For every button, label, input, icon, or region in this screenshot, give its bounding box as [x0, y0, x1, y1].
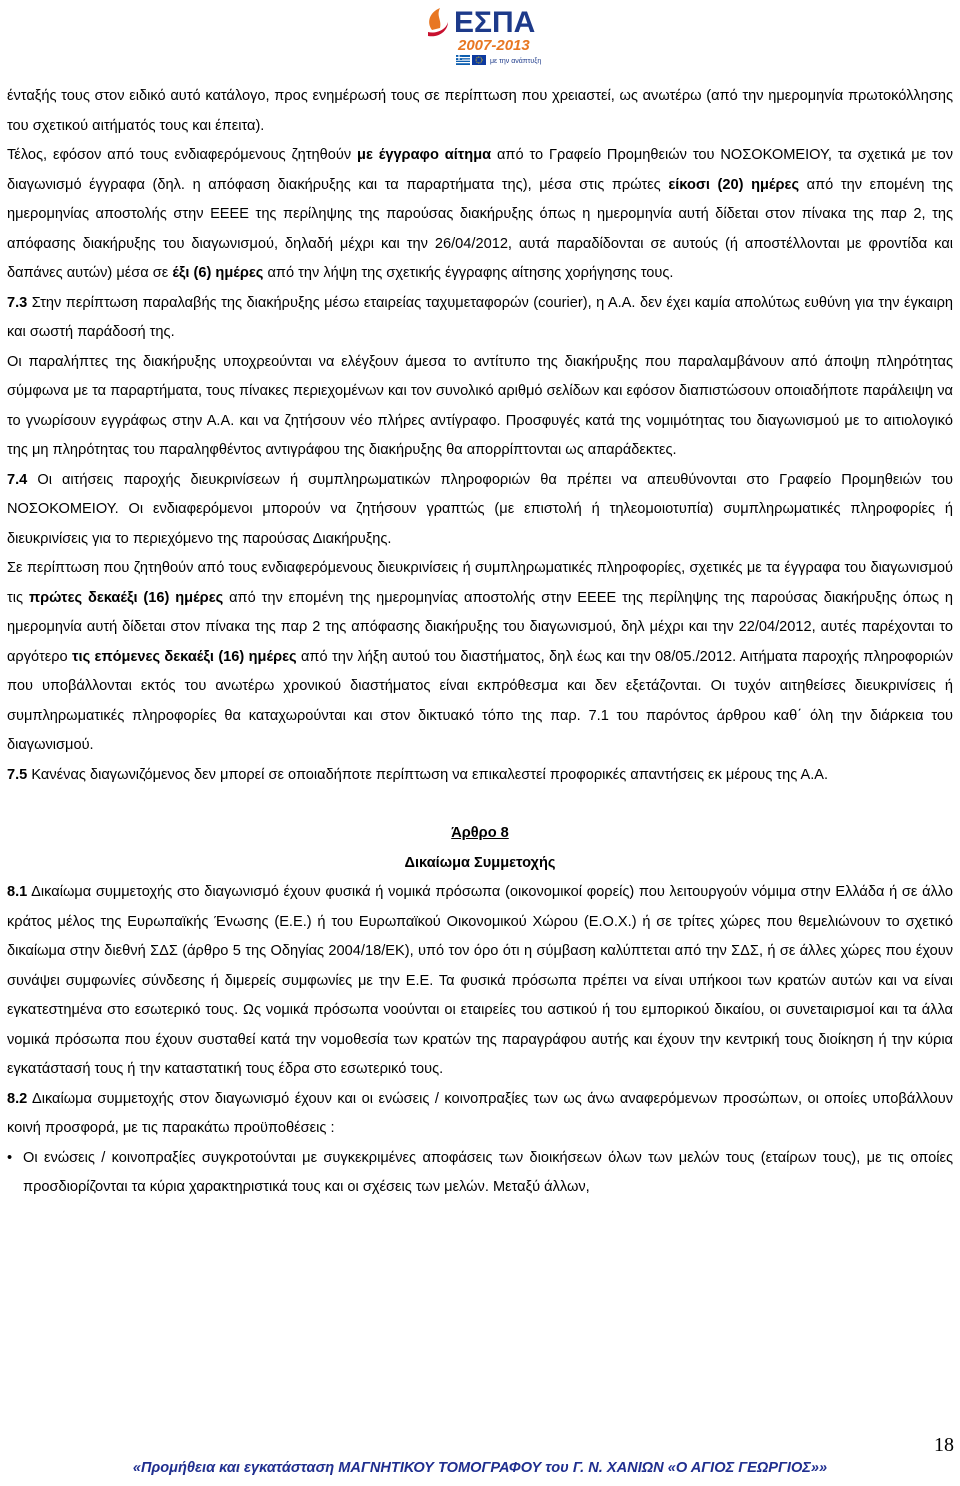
paragraph: ένταξής τους στον ειδικό αυτό κατάλογο, προς ενημέρωσή τους σε περίπτωση που χρειαστεί, ως ανωτέρω (από την ημερομηνία πρωτοκόλλησης του σχετικού αιτήματός τους και έπειτα). [7, 88, 953, 134]
section-8-1: 8.1 Δικαίωμα συμμετοχής στο διαγωνισμό έχουν φυσικά ή νομικά πρόσωπα (οικονομικοί φορείς) που λειτουργούν νόμιμα στην Ελλάδα ή σε άλλο κράτος μέλος της Ευρωπαϊκής Ένωσης (Ε.Ε.) ή του Ευρωπαϊκού Οικονομικού Χώρου (Ε.Ο.Χ.) ή σε τρίτες χώρες που θεμελιώνουν το σχετικό δικαίωμα στην διεθνή ΣΔΣ (άρθρο 5 της Οδηγίας 2004/18/ΕΚ), υπό τον όρο ότι η σύμβαση καλύπτεται από την ΣΔΣ, ή σε άλλες χώρες που έχουν συνάψει συμφωνίες σύνδεσης ή διμερείς συμφωνίες με την Ε.Ε. Τα φυσικά πρόσωπα πρέπει να είναι υπήκοοι των κρατών αυτών και να είναι εγκατεστημένα στο εσωτερικό τους. Ως νομικά πρόσωπα νοούνται οι εταιρείες του αστικού ή του εμπορικού δικαίου, οι συνεταιρισμοί και τα άλλα νομικά πρόσωπα που έχουν συσταθεί κατά την νομοθεσία των κρατών της παραγράφου αυτής και έχουν την κεντρική τους διοίκηση ή την κύρια εγκατάστασή τους ή την καταστατική τους έδρα στο εσωτερικό τους. [7, 884, 953, 1077]
section-7-4: 7.4 Οι αιτήσεις παροχής διευκρινίσεων ή συμπληρωματικών πληροφοριών θα πρέπει να απευθύνονται στο Γραφείο Προμηθειών του ΝΟΣΟΚΟΜΕΙΟΥ. Οι ενδιαφερόμενοι μπορούν να ζητήσουν γραπτώς (με επιστολή ή τηλεομοιοτυπία) συμπληρωματικές πληροφορίες ή διευκρινίσεις για το περιεχόμενο της παρούσας Διακήρυξης. [7, 471, 953, 547]
bullet-icon: • [7, 1149, 13, 1166]
list-item: • Οι ενώσεις / κοινοπραξίες συγκροτούνται με συγκεκριμένες αποφάσεις των διοικήσεων όλων των μελών τους (εταίρων τους), με τις οποίες προσδιορίζονται τα κύρια χαρακτηριστικά τους και οι σχέσεις των μελών. Μεταξύ άλλων, [7, 1144, 953, 1203]
paragraph: Σε περίπτωση που ζητηθούν από τους ενδιαφερόμενους διευκρινίσεις ή συμπληρωματικές πληροφορίες, σχετικές με τα έγγραφα του διαγωνισμού τις πρώτες δεκαέξι (16) ημέρες από την επομένη της ημερομηνίας αποστολής στην ΕΕΕΕ της περίληψης της παρούσας διακήρυξης όπως η ημερομηνία αυτή δίδεται στον πίνακα της παρ 2 της απόφασης διακήρυξης του διαγωνισμού, δηλ μέχρι και την 22/04/2012, αυτές παρέχονται το αργότερο τις επόμενες δεκαέξι (16) ημέρες από την λήξη αυτού του διαστήματος, δηλ έως και την 08/05./2012. Αιτήματα παροχής πληροφοριών που υποβάλλονται εκτός του ανωτέρω χρονικού διαστήματος είναι εκπρόθεσμα και δεν εξετάζονται. Οι τυχόν αιτηθείσες διευκρινίσεις ή συμπληρωματικές πληροφορίες θα καταχωρούνται και στον δικτυακό τόπο της παρ. 7.1 του παρόντος άρθρου καθ΄ όλη την διάρκεια του διαγωνισμού. [7, 560, 953, 753]
article-subtitle: Δικαίωμα Συμμετοχής [404, 854, 556, 871]
espa-wordmark: ΕΣΠΑ [454, 6, 536, 39]
section-7-3: 7.3 Στην περίπτωση παραλαβής της διακήρυξης μέσω εταιρείας ταχυμεταφορών (courier), η Α.Α. δεν έχει καμία απολύτως ευθύνη για την έγκαιρη και σωστή παράδοσή της. [7, 294, 953, 340]
article-title: Άρθρο 8 [451, 825, 509, 841]
espa-flame-icon [429, 8, 440, 30]
paragraph: Οι παραλήπτες της διακήρυξης υποχρεούνται να ελέγξουν άμεσα το αντίτυπο της διακήρυξης που παραλαμβάνουν από άποψη πληρότητας σύμφωνα με τα παραρτήματα, τους πίνακες περιεχομένων και τον συνολικό αριθμό σελίδων και εφόσον διαπιστώσουν οποιαδήποτε παράλειψη να το γνωρίσουν εγγράφως στην Α.Α. και να ζητήσουν νέο πλήρες αντίγραφο. Προσφυγές κατά της νομιμότητας του διαγωνισμού με το αιτιολογικό της μη πληρότητας του παραληφθέντος αντιγράφου της διακήρυξης θα απορρίπτονται ως απαράδεκτες. [7, 353, 953, 458]
espa-logo [418, 4, 554, 68]
espa-tagline: με την ανάπτυξη [490, 58, 542, 65]
espa-years: 2007-2013 [458, 37, 530, 54]
section-8-2: 8.2 Δικαίωμα συμμετοχής στον διαγωνισμό έχουν και οι ενώσεις / κοινοπραξίες των ως άνω αναφερόμενων προσώπων, οι οποίες υποβάλλουν κοινή προσφορά, με τις παρακάτω προϋποθέσεις : [7, 1090, 953, 1136]
document-body [7, 82, 953, 1203]
paragraph: Τέλος, εφόσον από τους ενδιαφερόμενους ζητηθούν με έγγραφο αίτημα από το Γραφείο Προμηθειών του ΝΟΣΟΚΟΜΕΙΟΥ, τα σχετικά με τον διαγωνισμό έγγραφα (δηλ. η απόφαση διακήρυξης και τα παραρτήματα της), μέσα στις πρώτες είκοσι (20) ημέρες από την επομένη της ημερομηνίας αποστολής στην ΕΕΕΕ της περίληψης της παρούσας διακήρυξης όπως η ημερομηνία αυτή δίδεται στον πίνακα της παρ 2, της απόφασης διακήρυξης του διαγωνισμού, δηλαδή μέχρι και την 26/04/2012, αυτά παραδίδονται σε αυτούς (ή αποστέλλονται με φροντίδα και δαπάνες αυτών) μέσα σε έξι (6) ημέρες από την λήψη της σχετικής έγγραφης αίτησης χορήγησης τους. [7, 147, 954, 281]
page-number: 18 [934, 1434, 954, 1456]
greek-flag-icon [456, 55, 470, 65]
section-7-5: 7.5 Κανένας διαγωνιζόμενος δεν μπορεί σε οποιαδήποτε περίπτωση να επικαλεστεί προφορικές απαντήσεις εκ μέρους της Α.Α. [7, 766, 829, 783]
eu-flag-icon [472, 55, 486, 65]
page-footer: «Προμήθεια και εγκατάσταση ΜΑΓΝΗΤΙΚΟΥ ΤΟΜΟΓΡΑΦΟΥ του Γ. Ν. ΧΑΝΙΩΝ «Ο ΑΓΙΟΣ ΓΕΩΡΓΙΟΣ»» [132, 1460, 828, 1476]
